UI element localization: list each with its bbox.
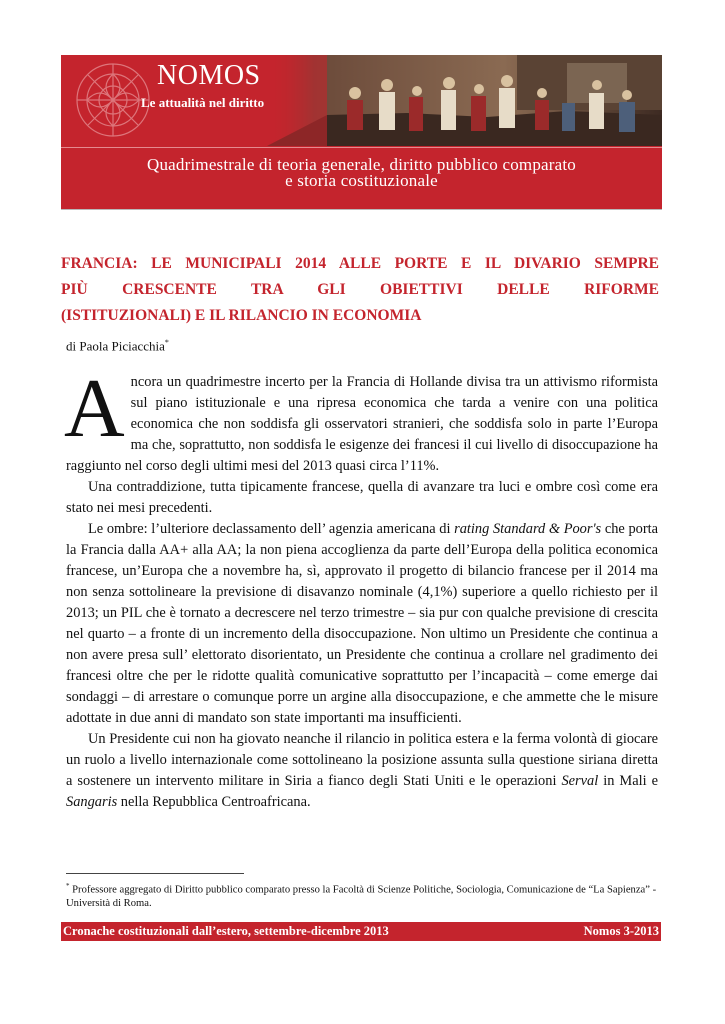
paragraph-3 (66, 519, 658, 729)
paragraph-4-text-c: nella Repubblica Centroafricana. (117, 794, 311, 810)
footnote-mark: * (66, 882, 70, 890)
article-body (64, 362, 659, 813)
paragraph-3-text-b: che porta la Francia dalla AA+ alla AA; la non piena accoglienza da parte dell’Europa della politica economica francese, un’Europa che a novembre ha, sì, approvato il progetto di bilancio francese per il 2014 ma non senza sottolineare la previsione di disavanzo nominale (4,1%) superiore a quello richiesto per il 2013; un PIL che è tornato a decrescere nel terzo trimestre – sia pur con qualche previsione di crescita nel quarto – a fronte di un incremento della disoccupazione. Non ultimo un Presidente che continua a non avere presa sull’ elettorato disorientato, un Presidente che continua a crollare nel gradimento dei francesi oltre che per le ridotte qualità comunicative soprattutto per l’incapacità – come emerge dai sondaggi – di arrestare o comunque porre un argine alla disoccupazione, e che ammette che le misure adottate in due anni di mandato son state importanti ma insufficienti. (66, 521, 659, 726)
brand-subtitle: Le attualità nel diritto (141, 95, 265, 110)
operation-serval: Serval (561, 773, 599, 789)
page-footer (61, 922, 661, 941)
footnote-text: Professore aggregato di Diritto pubblico comparato presso la Facoltà di Scienze Politiche, Sociologia, Comunicazione de “La Sapienza” - Università di Roma. (66, 884, 657, 909)
tagline-line-2: e storia costituzionale (285, 171, 438, 190)
footer-section: Cronache costituzionali dall’estero, settembre-dicembre 2013 (63, 924, 389, 938)
footnote (66, 880, 658, 910)
paragraph-4-text-a: Un Presidente cui non ha giovato neanche il rilancio in politica estera e la ferma volontà di giocare un ruolo a livello internazionale come sottolineano la posizione assunta sulla questione siriana diretta a sostenere un intervento militare in Siria a fianco degli Stati Uniti e le operazioni (66, 731, 658, 789)
header-bottom-rule (61, 209, 662, 210)
paragraph-2: Una contraddizione, tutta tipicamente francese, quella di avanzare tra luci e ombre così come era stato nei mesi precedenti. (66, 479, 658, 516)
article-title (61, 251, 659, 329)
footnote-rule (66, 873, 244, 874)
title-line-3: (ISTITUZIONALI) E IL RILANCIO IN ECONOMIA (61, 307, 422, 324)
tagline-line-1: Quadrimestrale di teoria generale, diritto pubblico comparato (146, 155, 576, 174)
header-painting (267, 55, 662, 146)
author-footnote-mark: * (164, 338, 169, 347)
footer-issue: Nomos 3-2013 (583, 924, 659, 938)
rating-agency-italic: rating Standard & Poor's (454, 521, 602, 537)
journal-tagline (61, 157, 662, 189)
author-name: di Paola Piciacchia (66, 338, 165, 354)
title-line-2: PIÙ CRESCENTE TRA GLI OBIETTIVI DELLE RIFORME (61, 281, 659, 298)
paragraph-4 (66, 729, 658, 813)
author-byline (66, 338, 169, 354)
paragraph-1-text: ncora un quadrimestre incerto per la Francia di Hollande divisa tra un attivismo riformista sul piano istituzionale e una ripresa economica che tarda a venire con una politica economica che non soddisfa gli osservatori stranieri, che soddisfa solo in parte l’Europa ma che, soprattutto, non soddisfa le esigenze dei francesi il cui livello di disoccupazione ha raggiunto nel corso degli ultimi mesi del 2013 quasi circa l’11%. (66, 374, 658, 474)
brand-name: NOMOS (157, 60, 261, 91)
paragraph-4-text-b: in Mali e (598, 773, 658, 789)
drop-cap: A (64, 362, 125, 455)
paragraph-1 (64, 362, 658, 477)
operation-sangaris: Sangaris (66, 794, 118, 810)
title-line-1: FRANCIA: LE MUNICIPALI 2014 ALLE PORTE E IL DIVARIO SEMPRE (61, 255, 659, 272)
header-banner (61, 55, 662, 209)
paragraph-3-text-a: Le ombre: l’ulteriore declassamento dell’ agenzia americana di (88, 521, 455, 537)
banner-divider (61, 147, 662, 148)
